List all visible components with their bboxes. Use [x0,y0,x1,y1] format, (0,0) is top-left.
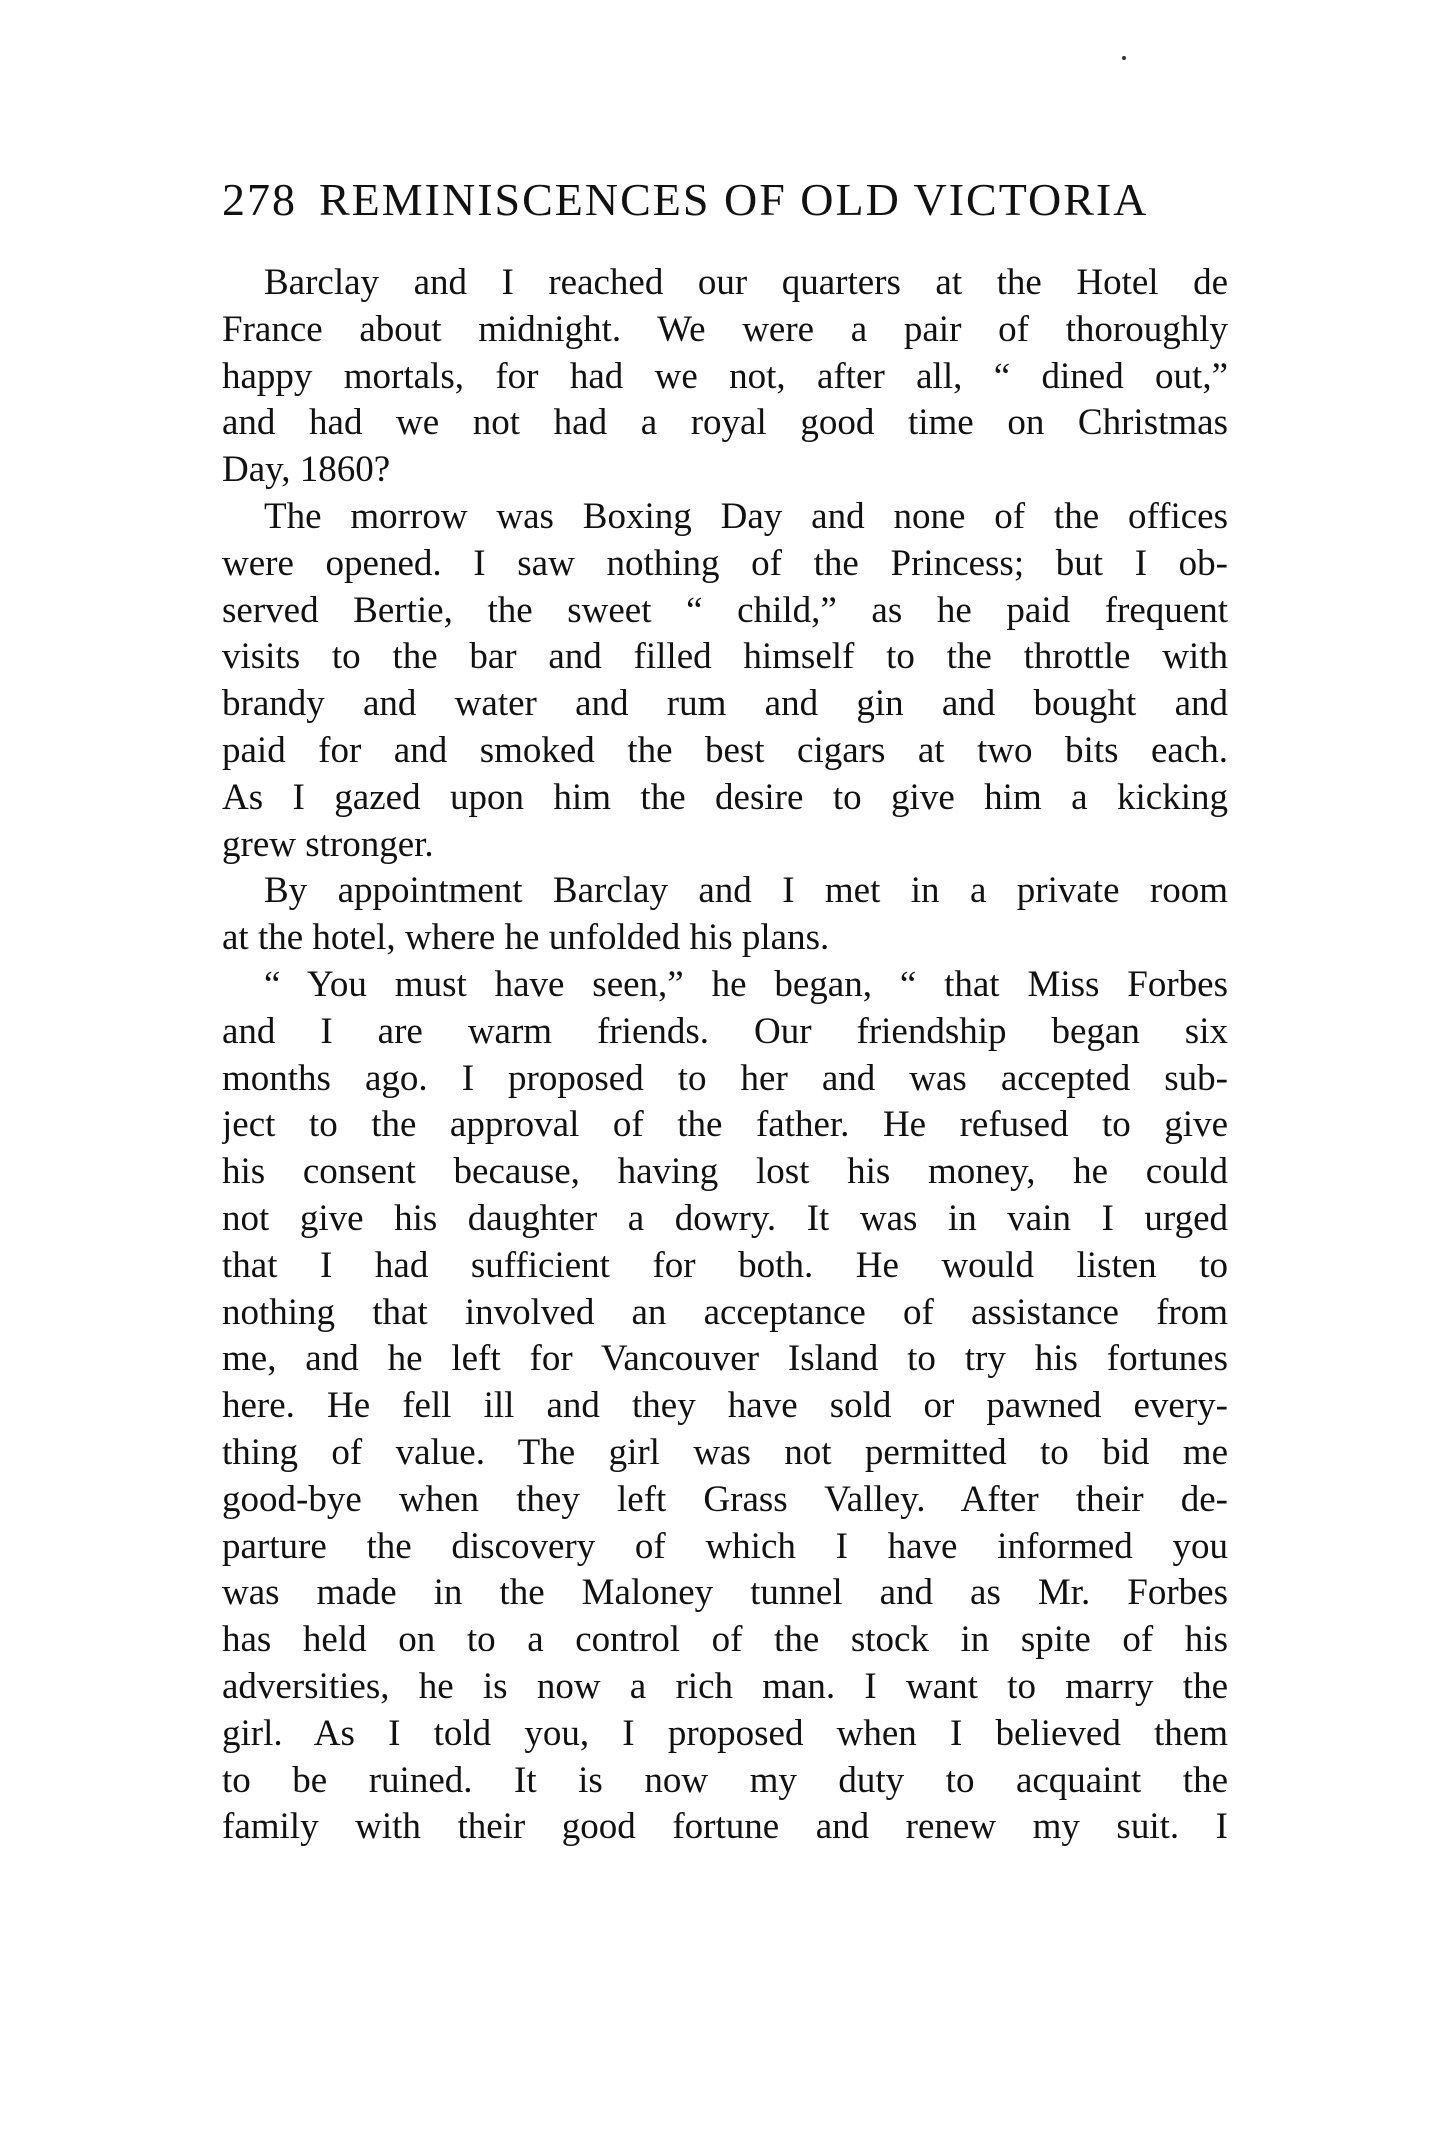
text-line: that I had sufficient for both. He would listen to [222,1244,1228,1286]
text-line: were opened. I saw nothing of the Princess; but I ob- [222,542,1228,584]
text-line: nothing that involved an acceptance of assistance from [222,1291,1228,1333]
text-line: ject to the approval of the father. He refused to give [222,1104,1228,1146]
text-line: at the hotel, where he unfolded his plans. [222,917,830,959]
text-line: and had we not had a royal good time on Christmas [222,402,1228,444]
text-line: has held on to a control of the stock in spite of his [222,1619,1228,1661]
text-line: As I gazed upon him the desire to give him a kicking [222,776,1228,818]
text-line: his consent because, having lost his money, he could [222,1151,1228,1193]
text-line: parture the discovery of which I have informed you [222,1525,1228,1567]
text-line: family with their good fortune and renew my suit. I [222,1806,1228,1848]
text-line: “ You must have seen,” he began, “ that Miss Forbes [264,963,1228,1005]
ink-speck [1122,56,1126,60]
page-number: 278 [222,174,297,225]
text-line: France about midnight. We were a pair of thoroughly [222,308,1228,350]
text-line: visits to the bar and filled himself to the throttle with [222,636,1228,678]
text-line: By appointment Barclay and I met in a private room [264,870,1228,912]
text-line: The morrow was Boxing Day and none of the offices [264,495,1228,537]
running-header [222,168,1230,232]
text-line: happy mortals, for had we not, after all, “ dined out,” [222,355,1228,397]
text-line: to be ruined. It is now my duty to acquaint the [222,1759,1228,1801]
text-line: was made in the Maloney tunnel and as Mr. Forbes [222,1572,1228,1614]
text-line: months ago. I proposed to her and was accepted sub- [222,1057,1228,1099]
text-line: girl. As I told you, I proposed when I believed them [222,1712,1228,1754]
text-line: served Bertie, the sweet “ child,” as he paid frequent [222,589,1228,631]
text-line: and I are warm friends. Our friendship began six [222,1010,1228,1052]
text-line: me, and he left for Vancouver Island to try his fortunes [222,1338,1228,1380]
text-line: brandy and water and rum and gin and bought and [222,683,1228,725]
body-text [222,260,1228,1851]
text-line: grew stronger. [222,823,434,865]
text-line: here. He fell ill and they have sold or pawned every- [222,1385,1228,1427]
text-line: thing of value. The girl was not permitted to bid me [222,1431,1228,1473]
text-line: good-bye when they left Grass Valley. After their de- [222,1478,1228,1520]
text-line: adversities, he is now a rich man. I want to marry the [222,1665,1228,1707]
text-line: paid for and smoked the best cigars at two bits each. [222,729,1228,771]
text-line: Barclay and I reached our quarters at the Hotel de [264,262,1228,303]
text-line: not give his daughter a dowry. It was in vain I urged [222,1197,1228,1239]
text-line: Day, 1860? [222,449,391,491]
book-title: REMINISCENCES OF OLD VICTORIA [319,174,1149,225]
